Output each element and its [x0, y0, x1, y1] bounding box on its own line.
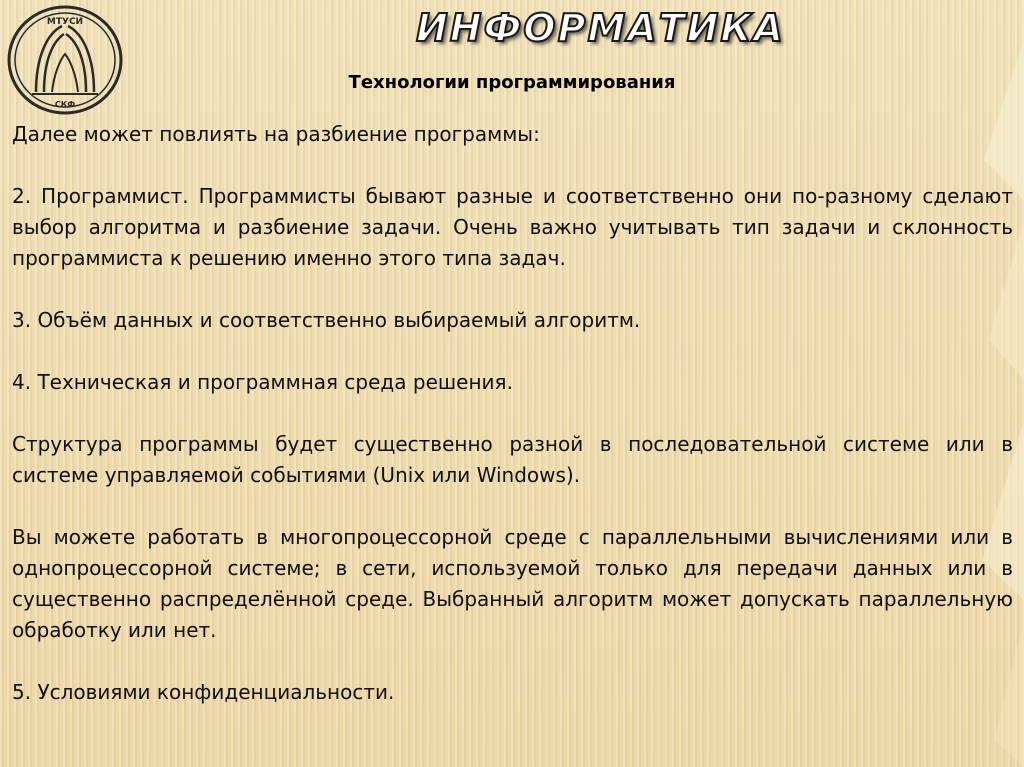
- slide-body: [12, 119, 1013, 708]
- slide-subtitle: Технологии программирования: [348, 72, 676, 93]
- paragraph-environment: 4. Техническая и программная среда решения.: [12, 370, 513, 394]
- logo-emblem-icon: [6, 4, 124, 116]
- svg-text:МТУСИ: МТУСИ: [46, 17, 84, 27]
- paragraph-multiprocessor: Вы можете работать в многопроцессорной среде с параллельными вычислениями или в однопроцессорной системе; в сети, используемой только для передачи данных или в существенно распределённой среде. Выбранный алгоритм может допускать параллельную обработку или нет.: [12, 525, 1013, 642]
- svg-text:СКФ: СКФ: [54, 100, 76, 109]
- paragraph-structure: Структура программы будет существенно разной в последовательной системе или в системе управляемой событиями (Unix или Windows).: [12, 432, 1013, 487]
- paragraph-data-volume: 3. Объём данных и соответственно выбираемый алгоритм.: [12, 308, 641, 332]
- paragraph-confidentiality: 5. Условиями конфиденциальности.: [12, 680, 395, 704]
- university-logo: [6, 4, 124, 116]
- paragraph-intro: Далее может повлиять на разбиение программы:: [12, 122, 540, 146]
- paragraph-programmer: 2. Программист. Программисты бывают разные и соответственно они по-разному сделают выбор алгоритма и разбиение задачи. Очень важно учитывать тип задачи и склонность программиста к решению именно этого типа задач.: [12, 184, 1013, 270]
- slide-main-title: ИНФОРМАТИКА: [416, 6, 785, 50]
